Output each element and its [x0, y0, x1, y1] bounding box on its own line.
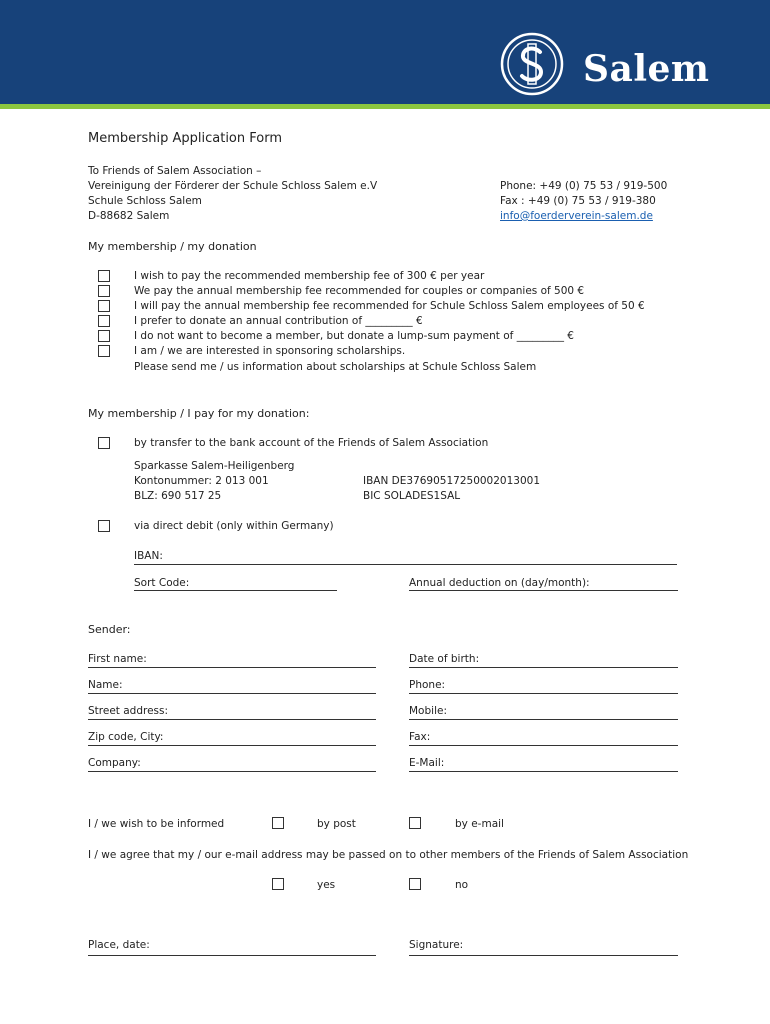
company-field[interactable] [88, 771, 376, 772]
donation-option-2-checkbox[interactable] [98, 285, 110, 297]
direct-debit-label: via direct debit (only within Germany) [134, 520, 334, 532]
bank-iban: IBAN DE37690517250002013001 [363, 475, 541, 487]
sort-code-field-line[interactable] [134, 590, 337, 591]
salem-emblem-icon [500, 32, 564, 96]
date-of-birth-field[interactable] [409, 667, 678, 668]
zip-city-field[interactable] [88, 745, 376, 746]
sender-heading: Sender: [88, 623, 131, 636]
annual-deduction-field-line[interactable] [409, 590, 678, 591]
by-post-checkbox[interactable] [272, 817, 284, 829]
mobile-label: Mobile: [409, 705, 447, 717]
donation-option-2-label: We pay the annual membership fee recommended for couples or companies of 500 € [134, 285, 585, 297]
place-date-field[interactable] [88, 955, 376, 956]
consent-label: I / we agree that my / our e-mail address may be passed on to other members of the Friends of Salem Association [88, 849, 689, 861]
fax-label: Fax: [409, 731, 431, 743]
by-email-checkbox[interactable] [409, 817, 421, 829]
annual-deduction-field-label: Annual deduction on (day/month): [409, 577, 590, 589]
donation-option-5-checkbox[interactable] [98, 330, 110, 342]
phone-label: Phone: [409, 679, 446, 691]
signature-label: Signature: [409, 939, 464, 951]
transfer-checkbox[interactable] [98, 437, 110, 449]
company-label: Company: [88, 757, 141, 769]
phone-field[interactable] [409, 693, 678, 694]
street-address-label: Street address: [88, 705, 169, 717]
email-field[interactable] [409, 771, 678, 772]
recipient-line-1: To Friends of Salem Association – [88, 165, 262, 177]
bank-bic: BIC SOLADES1SAL [363, 490, 461, 502]
bank-account: Kontonummer: 2 013 001 [134, 475, 269, 487]
bank-blz: BLZ: 690 517 25 [134, 490, 222, 502]
bank-name: Sparkasse Salem-Heiligenberg [134, 460, 295, 472]
iban-field-label: IBAN: [134, 550, 163, 562]
zip-city-label: Zip code, City: [88, 731, 164, 743]
donation-heading: My membership / my donation [88, 240, 257, 253]
name-field[interactable] [88, 693, 376, 694]
by-email-label: by e-mail [455, 818, 504, 830]
by-post-label: by post [317, 818, 356, 830]
logo-text: Salem [583, 48, 710, 90]
iban-field-line[interactable] [134, 564, 677, 565]
first-name-label: First name: [88, 653, 147, 665]
form-title: Membership Application Form [88, 131, 282, 146]
name-label: Name: [88, 679, 123, 691]
donation-option-3-label: I will pay the annual membership fee recommended for Schule Schloss Salem employees of 50 € [134, 300, 645, 312]
transfer-label: by transfer to the bank account of the Friends of Salem Association [134, 437, 489, 449]
street-address-field[interactable] [88, 719, 376, 720]
place-date-label: Place, date: [88, 939, 150, 951]
consent-yes-label: yes [317, 879, 336, 891]
date-of-birth-label: Date of birth: [409, 653, 480, 665]
email-label: E-Mail: [409, 757, 445, 769]
direct-debit-checkbox[interactable] [98, 520, 110, 532]
first-name-field[interactable] [88, 667, 376, 668]
mobile-field[interactable] [409, 719, 678, 720]
contact-email-link[interactable]: info@foerderverein-salem.de [500, 210, 653, 222]
contact-fax: Fax : +49 (0) 75 53 / 919-380 [500, 195, 656, 207]
donation-option-4-checkbox[interactable] [98, 315, 110, 327]
sort-code-field-label: Sort Code: [134, 577, 190, 589]
donation-option-6-checkbox[interactable] [98, 345, 110, 357]
consent-no-checkbox[interactable] [409, 878, 421, 890]
donation-option-1-label: I wish to pay the recommended membership fee of 300 € per year [134, 270, 485, 282]
recipient-line-3: Schule Schloss Salem [88, 195, 202, 207]
donation-option-5-label: I do not want to become a member, but donate a lump-sum payment of _________ € [134, 330, 574, 342]
consent-no-label: no [455, 879, 469, 891]
fax-field[interactable] [409, 745, 678, 746]
recipient-line-4: D-88682 Salem [88, 210, 170, 222]
recipient-line-2: Vereinigung der Förderer der Schule Schloss Salem e.V [88, 180, 378, 192]
header-banner [0, 0, 770, 104]
header-accent-stripe [0, 104, 770, 109]
scholarship-note: Please send me / us information about scholarships at Schule Schloss Salem [134, 361, 537, 373]
donation-option-6-label: I am / we are interested in sponsoring scholarships. [134, 345, 406, 357]
consent-yes-checkbox[interactable] [272, 878, 284, 890]
donation-option-3-checkbox[interactable] [98, 300, 110, 312]
donation-option-1-checkbox[interactable] [98, 270, 110, 282]
payment-heading: My membership / I pay for my donation: [88, 407, 310, 420]
inform-label: I / we wish to be informed [88, 818, 225, 830]
signature-field[interactable] [409, 955, 678, 956]
contact-phone: Phone: +49 (0) 75 53 / 919-500 [500, 180, 668, 192]
donation-option-4-label: I prefer to donate an annual contribution of _________ € [134, 315, 423, 327]
